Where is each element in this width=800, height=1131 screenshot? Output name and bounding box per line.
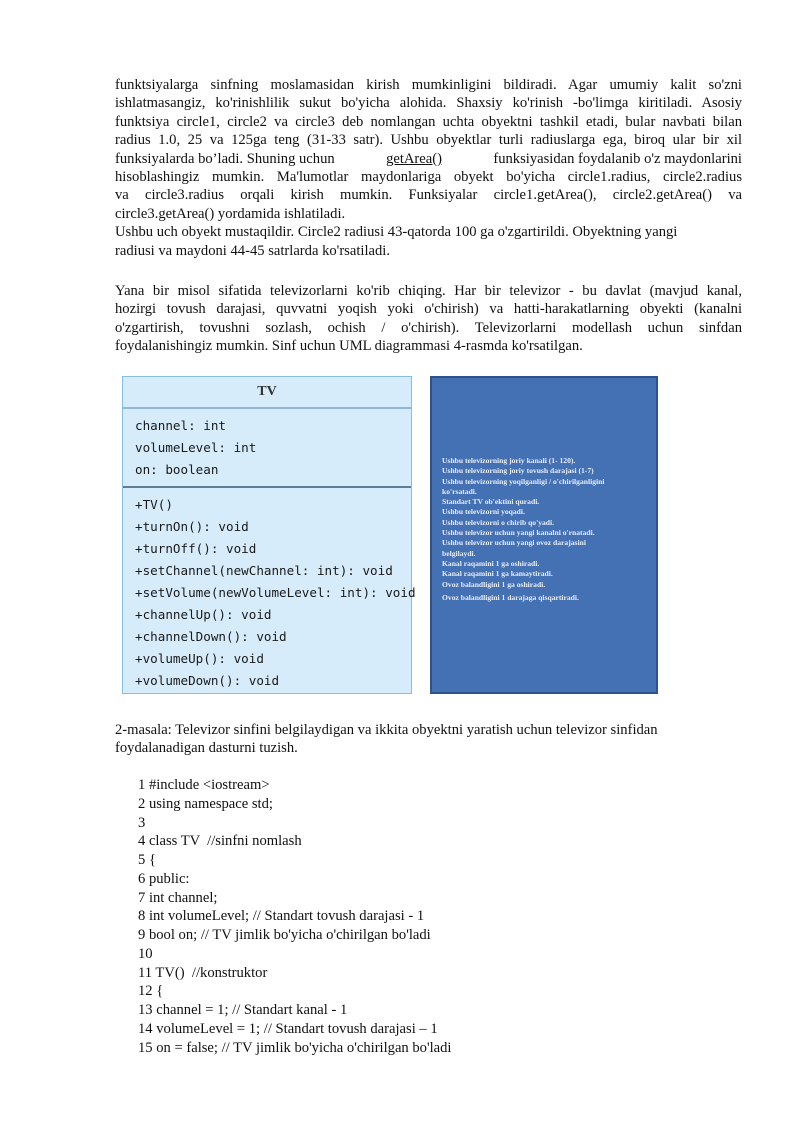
text-line: Yana bir misol sifatida televizorlarni ko'rib chiqing. Har bir televizor - bu davlat (mavjud kanal, [115,283,742,299]
text-line: circle3.getArea() yordamida ishlatiladi. [115,205,346,222]
code-line: 7 int channel; [138,889,218,906]
uml-method: +setVolume(newVolumeLevel: int): void [135,585,416,600]
note-line: Ovoz balandligini 1 darajaga qisqartiradi. [442,592,579,602]
uml-class-diagram [122,376,416,694]
uml-method: +volumeUp(): void [135,651,264,666]
text-line [115,150,742,168]
text-line: funktsiyalarga sinfning moslamasidan kirish mumkinligini bildiradi. Agar umumiy kalit so'zni [115,77,742,93]
note-line: Ushbu televizor uchun yangi ovoz darajasini [442,538,586,548]
note-line: Ushbu televizorning joriy kanali (1- 120). [442,456,576,465]
uml-attribute: channel: int [135,418,226,433]
note-line: Kanal raqamini 1 ga kamaytiradi. [442,569,553,579]
uml-attribute: volumeLevel: int [135,440,257,455]
uml-methods [123,488,416,692]
note-line: Ushbu televizorni o chirib qo'yadi. [442,517,555,527]
note-line: Ushbu televizorning yoqilganligi / o'chirilganligini [442,476,605,486]
code-listing [138,776,452,1057]
uml-method: +TV() [135,497,173,512]
note-line: belgilaydi. [442,548,476,558]
uml-method: +channelUp(): void [135,607,272,622]
code-line: 11 TV() //konstruktor [138,964,268,981]
text-line: foydalanishingiz mumkin. Sinf uchun UML diagrammasi 4-rasmda ko'rsatilgan. [115,338,583,355]
uml-class-name: TV [123,377,411,409]
note-line: Ushbu televizor uchun yangi kanalni o'rnatadi. [442,528,595,538]
getarea-link[interactable]: getArea() [386,150,442,167]
task-heading [115,721,742,758]
code-line: 4 class TV //sinfni nomlash [138,833,302,850]
note-line: ko'rsatadi. [442,486,477,496]
text-span: funksiyasidan foydalanib o'z maydonlarini [493,150,742,167]
text-line: va circle3.radius orqali kirish mumkin. Funksiyalar circle1.getArea(), circle2.getArea() va [115,187,742,204]
text-span: funksiyalarda bo’ladi. Shuning uchun [115,150,335,167]
text-line: ishlatmasangiz, ko'rinishlilik sukut bo'yicha alohida. Shaxsiy ko'rinish -bo'limga kiritiladi. Asosiy [115,95,742,112]
text-line: radiusi va maydoni 44-45 satrlarda ko'rsatiladi. [115,242,390,259]
intro-paragraph [115,76,742,260]
note-line: Kanal raqamini 1 ga oshiradi. [442,558,540,568]
code-line: 14 volumeLevel = 1; // Standart tovush darajasi – 1 [138,1020,438,1037]
text-line: foydalanadigan dasturni tuzish. [115,740,298,757]
code-line: 12 { [138,983,164,1000]
text-line: o'zgartirish, tovushni sozlash, ochish / o'chirish). Televizorlarni modellash uchun sinfdan [115,319,742,336]
uml-method: +channelDown(): void [135,629,287,644]
uml-method: +turnOn(): void [135,519,249,534]
code-line: 10 [138,945,153,962]
code-line: 2 using namespace std; [138,795,273,812]
text-line: hisoblashingiz mumkin. Ma'lumotlar maydonlariga obyekt bo'yicha circle1.radius, circle2.radius [115,169,742,186]
uml-method: +setChannel(newChannel: int): void [135,563,393,578]
note-line: Ovoz balandligini 1 ga oshiradi. [442,579,546,589]
code-line: 9 bool on; // TV jimlik bo'yicha o'chirilgan bo'ladi [138,927,431,943]
text-line: radius 1.0, 25 va 125ga teng (31-33 satr). Ushbu obyektlar turli radiuslarga ega, biroq ular bir xil [115,132,742,149]
code-line: 5 { [138,852,156,868]
note-line: Ushbu televizorni yoqadi. [442,507,525,517]
note-line: Ushbu televizorning joriy tovush darajasi (1-7) [442,466,594,476]
code-line: 8 int volumeLevel; // Standart tovush darajasi - 1 [138,908,425,925]
note-line: Standart TV ob'ektini quradi. [442,497,540,507]
uml-notes-panel [430,376,658,694]
tv-paragraph [115,282,742,356]
uml-method: +turnOff(): void [135,541,257,556]
code-line: 13 channel = 1; // Standart kanal - 1 [138,1002,348,1018]
uml-attribute: on: boolean [135,462,219,477]
text-line: funktsiya circle1, circle2 va circle3 deb nomlangan uchta obyektni tashkil etadi, bular navbati bilan [115,113,742,130]
code-line: 15 on = false; // TV jimlik bo'yicha o'chirilgan bo'ladi [138,1039,452,1056]
code-line: 6 public: [138,870,190,887]
uml-attributes [123,409,411,488]
text-line: hozirgi tovush darajasi, quvvatni yoqish yoki o'chirish) va hatti-harakatlarning obyekti (kanalni [115,301,742,318]
code-line: 1 #include <iostream> [138,777,270,793]
text-line: 2-masala: Televizor sinfini belgilaydigan va ikkita obyektni yaratish uchun televizor sinfidan [115,722,658,738]
code-line: 3 [138,814,146,831]
text-line: Ushbu uch obyekt mustaqildir. Circle2 radiusi 43-qatorda 100 ga o'zgartirildi. Obyektning yangi [115,224,678,241]
uml-method: +volumeDown(): void [135,673,280,688]
notes-list [442,456,652,603]
